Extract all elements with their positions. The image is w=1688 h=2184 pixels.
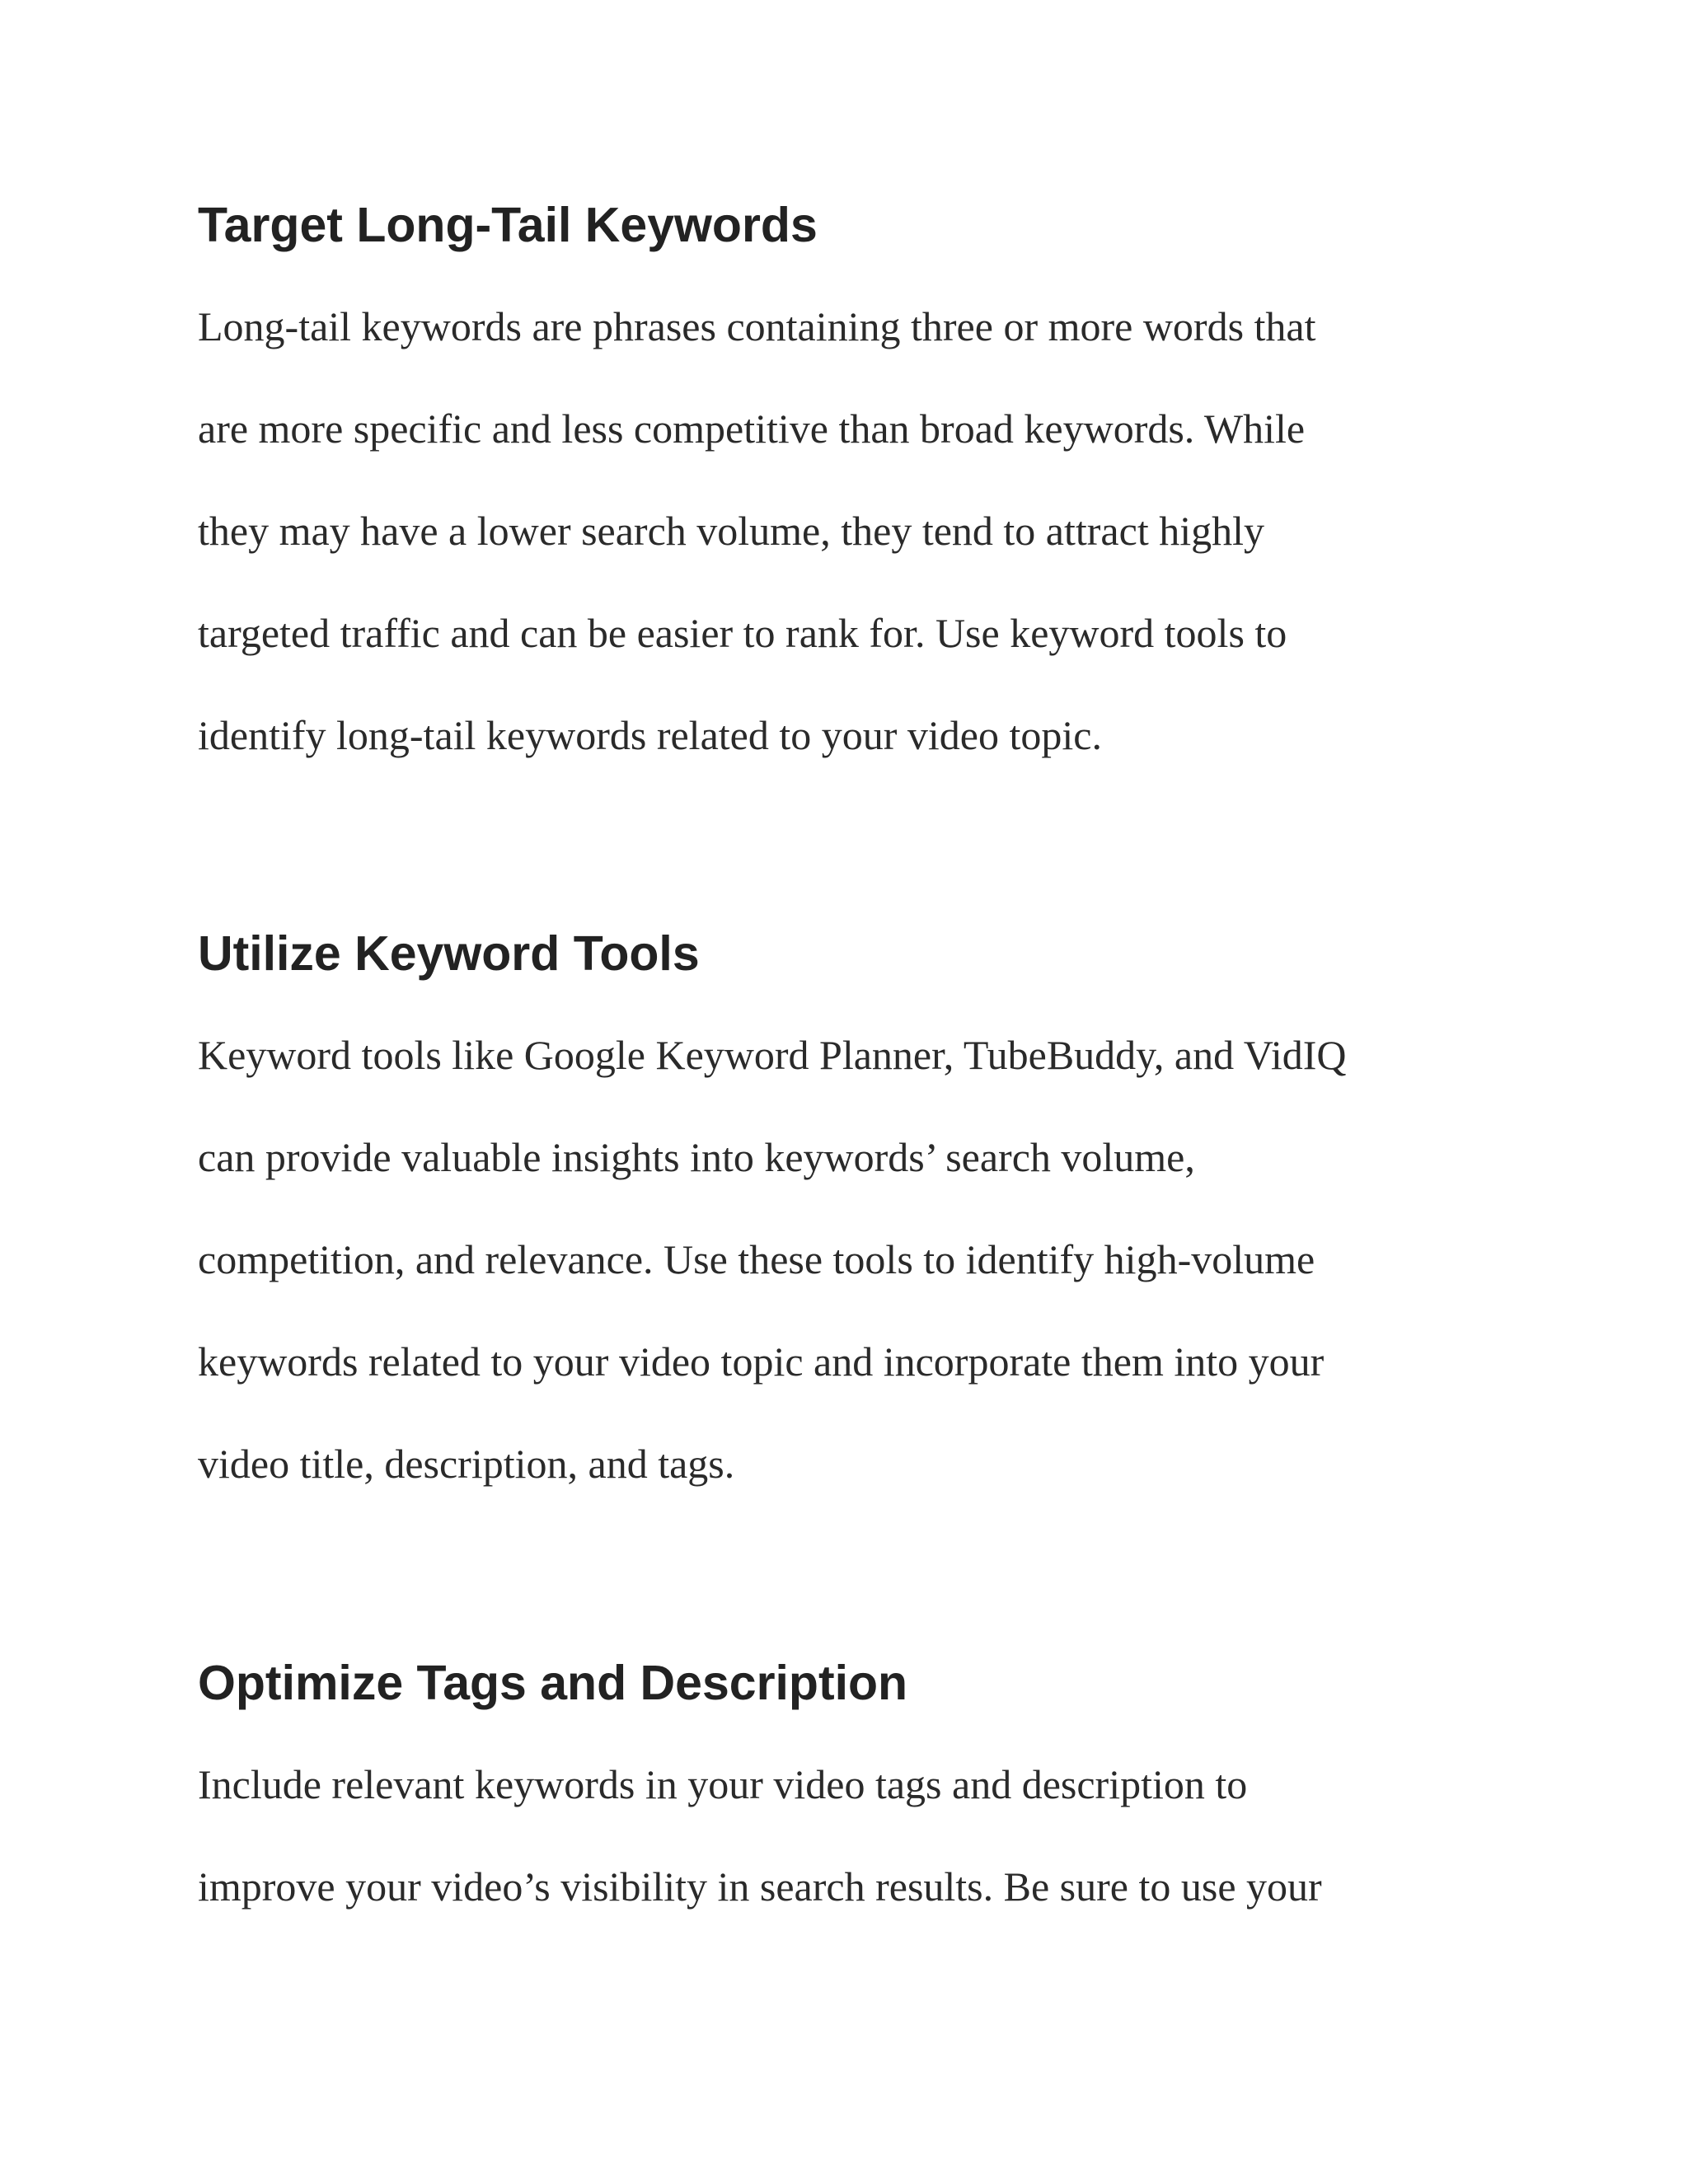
section-optimize-tags-and-description — [198, 1654, 1484, 1938]
body-line: improve your video’s visibility in search results. Be sure to use your — [198, 1863, 1322, 1910]
section-body — [198, 1733, 1484, 1938]
body-line: Keyword tools like Google Keyword Planner, TubeBuddy, and VidIQ — [198, 1032, 1347, 1078]
section-target-long-tail-keywords — [198, 196, 1484, 786]
body-line: they may have a lower search volume, they tend to attract highly — [198, 508, 1264, 554]
body-line: video title, description, and tags. — [198, 1441, 735, 1487]
section-body — [198, 1004, 1484, 1515]
section-utilize-keyword-tools — [198, 925, 1484, 1515]
body-line: Long-tail keywords are phrases containing three or more words that — [198, 303, 1316, 349]
section-heading: Optimize Tags and Description — [198, 1656, 908, 1710]
body-line: targeted traffic and can be easier to rank for. Use keyword tools to — [198, 610, 1287, 656]
section-body — [198, 275, 1484, 786]
body-line: can provide valuable insights into keywords’ search volume, — [198, 1134, 1195, 1180]
body-line: Include relevant keywords in your video tags and description to — [198, 1761, 1248, 1807]
body-line: are more specific and less competitive than broad keywords. While — [198, 405, 1306, 452]
section-heading: Target Long-Tail Keywords — [198, 198, 818, 252]
section-heading: Utilize Keyword Tools — [198, 926, 700, 981]
body-line: identify long-tail keywords related to your video topic. — [198, 712, 1102, 758]
body-line: competition, and relevance. Use these tools to identify high-volume — [198, 1236, 1315, 1282]
body-line: keywords related to your video topic and incorporate them into your — [198, 1338, 1325, 1385]
